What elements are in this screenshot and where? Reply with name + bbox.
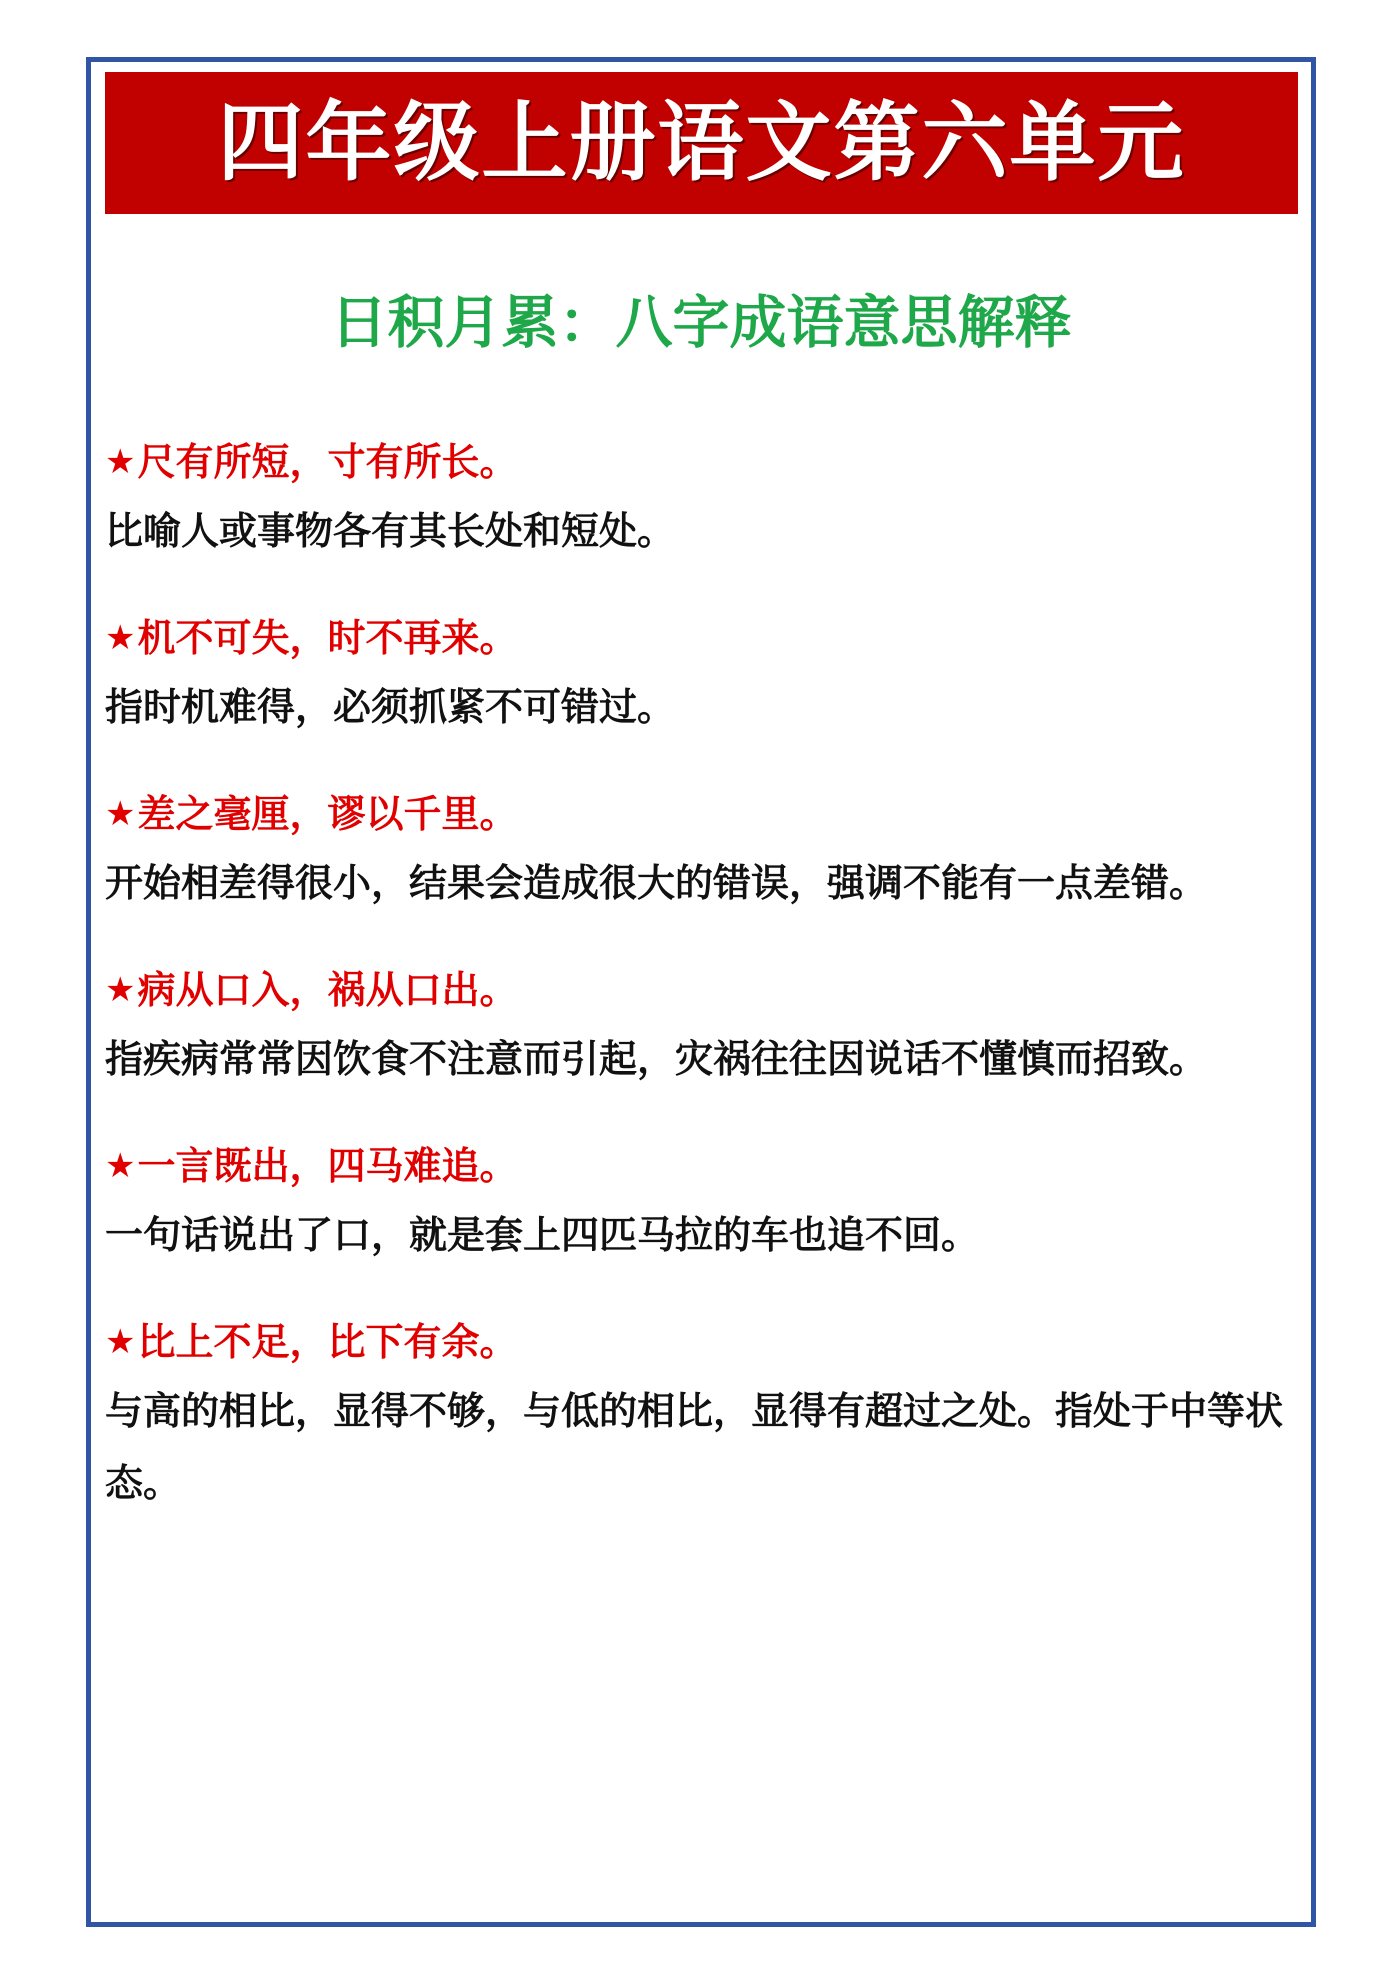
list-item — [105, 784, 1305, 919]
idiom-heading — [105, 784, 1305, 844]
list-item — [105, 1136, 1305, 1271]
title-banner — [105, 72, 1298, 214]
idiom-meaning: 指时机难得，必须抓紧不可错过。 — [105, 685, 676, 729]
list-item — [105, 608, 1305, 743]
idiom-text: 病从口入，祸从口出。 — [137, 968, 518, 1012]
page-subtitle: 日积月累：八字成语意思解释 — [330, 290, 1072, 356]
idiom-meaning: 比喻人或事物各有其长处和短处。 — [105, 509, 676, 553]
idiom-text: 差之毫厘，谬以千里。 — [137, 792, 518, 836]
star-icon: ★ — [105, 1322, 136, 1362]
idiom-heading — [105, 608, 1305, 668]
star-icon: ★ — [105, 970, 136, 1010]
list-item — [105, 960, 1305, 1095]
idiom-meaning: 与高的相比，显得不够，与低的相比，显得有超过之处。指处于中等状态。 — [105, 1389, 1284, 1505]
idiom-text: 机不可失，时不再来。 — [137, 616, 518, 660]
idiom-meaning: 指疾病常常因饮食不注意而引起，灾祸往往因说话不懂慎而招致。 — [105, 1037, 1208, 1081]
idiom-meaning: 开始相差得很小，结果会造成很大的错误，强调不能有一点差错。 — [105, 861, 1208, 905]
idiom-heading — [105, 1136, 1305, 1196]
idiom-text: 一言既出，四马难追。 — [137, 1144, 518, 1188]
idiom-list — [105, 432, 1305, 1560]
idiom-heading — [105, 1312, 1305, 1372]
list-item — [105, 1312, 1305, 1519]
star-icon: ★ — [105, 442, 136, 482]
idiom-text: 比上不足，比下有余。 — [137, 1320, 518, 1364]
idiom-meaning: 一句话说出了口，就是套上四匹马拉的车也追不回。 — [105, 1213, 980, 1257]
page-frame — [86, 57, 1316, 1927]
star-icon: ★ — [105, 794, 136, 834]
idiom-heading — [105, 432, 1305, 492]
star-icon: ★ — [105, 1146, 136, 1186]
page-title: 四年级上册语文第六单元 — [217, 93, 1186, 193]
star-icon: ★ — [105, 618, 136, 658]
idiom-text: 尺有所短，寸有所长。 — [137, 440, 518, 484]
list-item — [105, 432, 1305, 567]
idiom-heading — [105, 960, 1305, 1020]
